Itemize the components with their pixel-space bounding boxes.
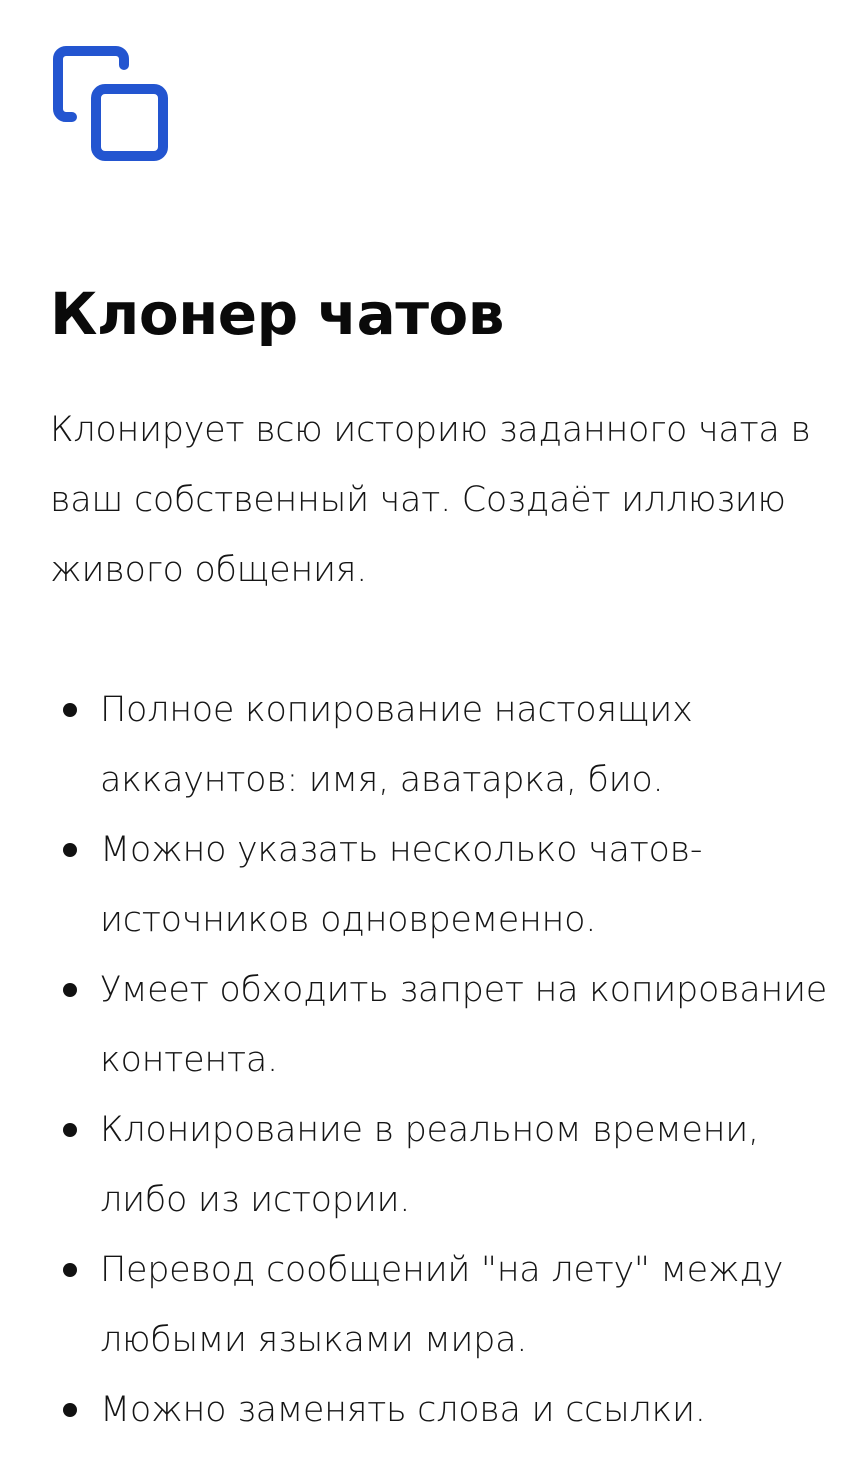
feature-text: Полное копирование настоящих аккаунтов: имя, аватарка, био.: [100, 690, 693, 800]
feature-item: [50, 955, 830, 1095]
copy-icon: [52, 45, 172, 165]
description: Клонирует всю историю заданного чата в ваш собственный чат. Создаёт иллюзию живого общения.: [50, 410, 811, 590]
bullet-icon: [63, 1403, 77, 1417]
bullet-icon: [63, 1263, 77, 1277]
feature-text: Перевод сообщений "на лету" между любыми языками мира.: [100, 1250, 784, 1360]
feature-text: Можно указать несколько чатов-источников одновременно.: [100, 830, 703, 940]
features-list: [50, 675, 830, 1445]
feature-text: Умеет обходить запрет на копирование контента.: [100, 970, 827, 1080]
feature-item: [50, 815, 830, 955]
bullet-icon: [63, 983, 77, 997]
feature-item: [50, 675, 830, 815]
feature-item: [50, 1095, 830, 1235]
page-title: Клонер чатов: [50, 280, 504, 348]
bullet-icon: [63, 703, 77, 717]
feature-text: Клонирование в реальном времени, либо из истории.: [100, 1110, 759, 1220]
feature-item: [50, 1375, 830, 1445]
bullet-icon: [63, 843, 77, 857]
feature-item: [50, 1235, 830, 1375]
feature-text: Можно заменять слова и ссылки.: [100, 1390, 706, 1430]
bullet-icon: [63, 1123, 77, 1137]
